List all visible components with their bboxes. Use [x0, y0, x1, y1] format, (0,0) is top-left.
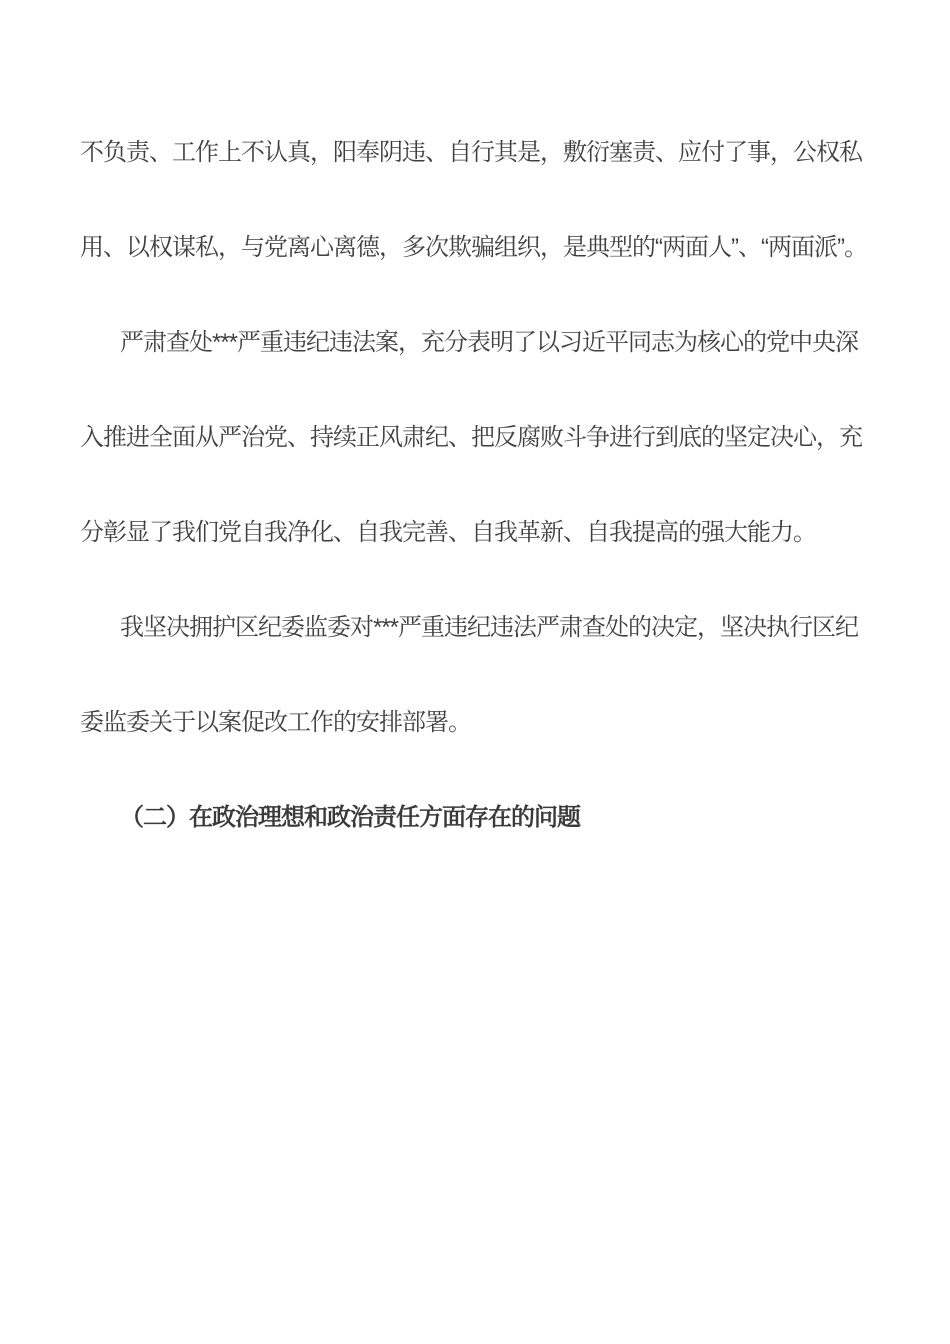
paragraph-strict-investigation [80, 295, 870, 580]
paragraph-continuation [80, 105, 870, 295]
text-line: 入推进全面从严治党、持续正风肃纪、把反腐败斗争进行到底的坚定决心，充 [80, 424, 862, 451]
text-line: 严肃查处***严重违纪违法案，充分表明了以习近平同志为核心的党中央深 [120, 329, 859, 356]
paragraph-resolute-support [80, 580, 870, 770]
section-heading-text: （二）在政治理想和政治责任方面存在的问题 [120, 804, 580, 831]
section-heading [80, 770, 870, 865]
text-line: 不负责、工作上不认真，阳奉阴违、自行其是，敷衍塞责、应付了事，公权私 [80, 139, 862, 166]
text-line: 用、以权谋私，与党离心离德，多次欺骗组织，是典型的“两面人”、“两面派”。 [80, 234, 867, 261]
text-line: 委监委关于以案促改工作的安排部署。 [80, 709, 471, 736]
text-line: 我坚决拥护区纪委监委对***严重违纪违法严肃查处的决定，坚决执行区纪 [120, 614, 859, 641]
text-line: 分彰显了我们党自我净化、自我完善、自我革新、自我提高的强大能力。 [80, 519, 816, 546]
